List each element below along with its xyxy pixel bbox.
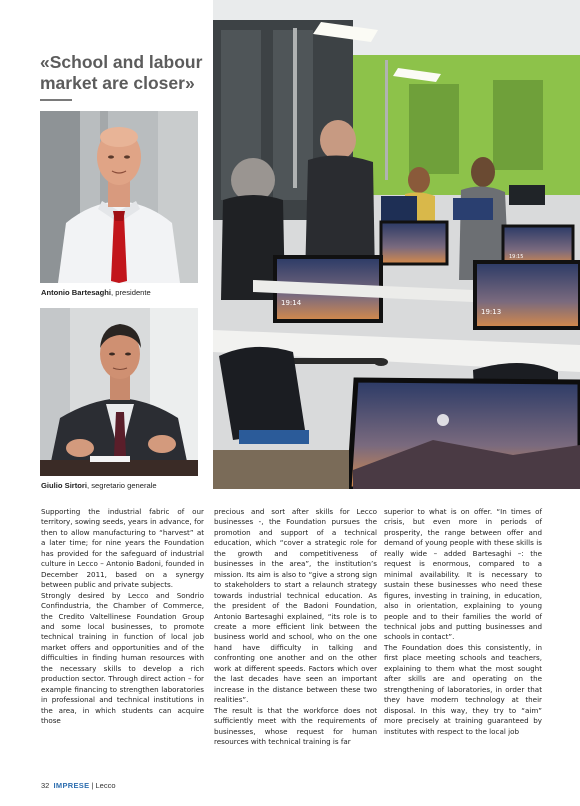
paragraph: Strongly desired by Lecco and Sondrio Confindustria, the Chamber of Commerce, the Credito Valtellinese Foundation Group and some local businesses, to promote technical training in function of local job market offers and opportunities and of the difficulties in finding human resources with the necessary skills to develop a rich production sector. Through direct action – for example financing to strengthen laboratories in professional and technical institutions in the area, in which students can acquire those bbox=[41, 590, 204, 726]
paragraph: The Foundation does this consistently, in first place meeting schools and teachers, explaining to them what the most sought after skills are and operating on the strengthening of laboratories, in order that they have modern technology at their disposal. In this way, they try to “aim” more precisely at training guaranteed by institutes with respect to the local job bbox=[384, 642, 542, 736]
caption-name: Antonio Bartesaghi bbox=[41, 288, 112, 297]
page-footer bbox=[41, 781, 116, 790]
paragraph: superior to what is on offer. “In times of crisis, but even more in periods of prosperity, the range between offer and demand of young people with these skills is really wide – added Bartesaghi –: the request is enormous, compared to a minimal availability. It is necessary to sustain these businesses who need these figures, investing in training, in education, also in orientation, explaining to young people and to their families the world of technical jobs and putting businesses and schools in contact”. bbox=[384, 507, 542, 642]
magazine-brand: IMPRESE bbox=[53, 781, 90, 790]
headline-divider bbox=[40, 99, 72, 101]
footer-section: | Lecco bbox=[91, 781, 116, 790]
article-headline: «School and labour market are closer» bbox=[40, 52, 203, 93]
portrait-caption-1 bbox=[41, 288, 211, 298]
paragraph: precious and sort after skills for Lecco businesses -, the Foundation pursues the promotion and support of a technical education, which “cover a strategic role for the growth and competitiveness of businesses in the area”, the institution’s mission. Its aim is also to “give a strong sign to stakeholders to start a relaunch strategy towards industrial technical education. As the president of the Badoni Foundation, Antonio Bartesaghi explained, “its role is to create a more efficient link between the business world and school, who on the one hand have difficulty in talking and confronting one another and on the other work at different speeds. Factors which over the last decades have seen an important increase in the distance between these two realities”. bbox=[214, 507, 377, 705]
caption-role: , presidente bbox=[111, 288, 151, 297]
portrait-giulio-sirtori bbox=[40, 308, 198, 476]
caption-role: , segretario generale bbox=[87, 481, 157, 490]
paragraph: Supporting the industrial fabric of our territory, sowing seeds, years in advance, for then to allow manufacturing to “harvest” at a later time; for nine years the Foundation has provided for the safeguard of industrial culture in Lecco – Antonio Badoni, founded in December 2011, based on a synergy between public and private subjects. bbox=[41, 507, 204, 590]
paragraph: The result is that the workforce does not sufficiently meet with the requirements of businesses, whose request for human resources with technical training is far bbox=[214, 705, 377, 746]
monitor-clock-1: 19:14 bbox=[281, 299, 302, 307]
body-column-3 bbox=[384, 507, 542, 737]
body-column-2 bbox=[214, 507, 377, 747]
caption-name: Giulio Sirtori bbox=[41, 481, 87, 490]
monitor-clock-2: 19:13 bbox=[481, 308, 502, 316]
classroom-photo bbox=[213, 0, 580, 489]
body-column-1 bbox=[41, 507, 204, 727]
page-number: 32 bbox=[41, 781, 50, 790]
monitor-clock-3: 19:15 bbox=[509, 254, 524, 260]
portrait-antonio-bartesaghi bbox=[40, 111, 198, 283]
portrait-caption-2 bbox=[41, 481, 211, 491]
